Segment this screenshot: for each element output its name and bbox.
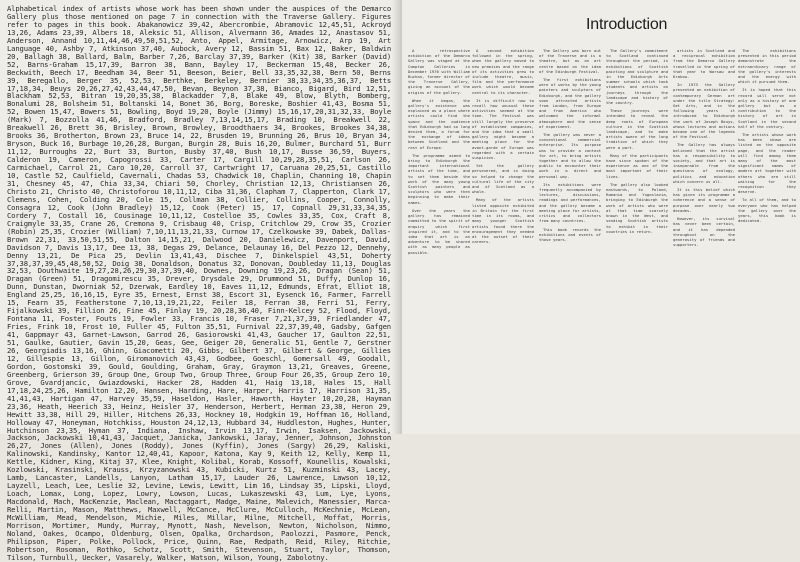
page-title: Introduction — [586, 16, 668, 33]
intro-column-6 — [738, 48, 796, 432]
intro-paragraph: These journeys were intended to reveal the deep roots of European culture in the Scottish landscape, and to make artists aware of the long tradition of which they were a part. — [606, 108, 668, 150]
intro-paragraph: The Gallery has always believed that the artist has a responsibility to society, and that art is inseparable from the questions of ecology, politics and education which concern us all. — [673, 142, 735, 184]
intro-paragraph: The gallery was never a conventional commercial enterprise. Its purpose was to provide a context for art, to bring artists together and to allow the public to encounter their work in a direct and personal way. — [539, 132, 601, 179]
intro-paragraph: The exhibitions presented in this period demonstrate the extraordinary range of the gallery's interests and the energy with which it pursued them. — [738, 48, 796, 85]
intro-column-5 — [673, 48, 735, 432]
intro-column-2 — [472, 48, 534, 432]
intro-paragraph: The artists whose work has been shown are listed on the opposite page, and the reader will find among them many of the most significant names of modern art together with others who are still waiting for the recognition they deserve. — [738, 132, 796, 195]
intro-column-3 — [539, 48, 601, 432]
intro-paragraph: However, its survival has never been certain, and it has depended throughout on the generosity of friends and supporters. — [673, 216, 735, 248]
intro-paragraph: Its exhibitions were frequently accompanied by lectures, discussions, readings and performances, and the gallery became a meeting place for artists, critics and collectors from many countries. — [539, 181, 601, 224]
intro-paragraph: A second exhibition followed in the spring, when the gallery moved to new premises and the range of its activities grew to include theatre, music, film and the performance work which would become central to its character. — [472, 48, 534, 95]
intro-paragraph: The programme aimed to bring to Edinburgh the important international artists of the time, and to set them beside the work of the many young Scottish painters and sculptors who were then beginning to make their names. — [408, 152, 470, 205]
intro-paragraph: In 1973 the Gallery presented an exhibition of contemporary German art under the title Strategy: Get Arts, and in the following years it introduced to Edinburgh the work of Joseph Beuys, whose lectures and actions became one of the legends of the Festival. — [673, 82, 735, 140]
intro-paragraph: To all of them, and to everyone who has helped the gallery over the years, this book is dedicated. — [738, 197, 796, 224]
intro-paragraph: The Gallery was born out of the Traverse and is a theatre, but as an art centre based on the idea of the Edinburgh Festival. — [539, 48, 601, 74]
intro-column-1 — [408, 48, 470, 432]
intro-paragraph: Over the years the gallery has remained committed to the spirit of enquiry which first inspired it, and to the idea that art is an adventure to be shared with as many people as possible. — [408, 207, 470, 255]
intro-paragraph: This book records the exhibitions and events of those years. — [539, 226, 601, 242]
intro-paragraph: The gallery also looked eastwards, to Poland, Romania and Yugoslavia, bringing to Edinburgh the work of artists who were at that time scarcely known in the West, and sending Scottish artists to exhibit in their countries in return. — [606, 181, 668, 234]
intro-column-4 — [606, 48, 668, 432]
intro-paragraph: It is hoped that this record will serve not only as a history of one gallery but as a contribution to the history of art in Scotland in the second half of the century. — [738, 87, 796, 129]
left-page — [0, 0, 398, 562]
intro-paragraph: A retrospective exhibition of the Demarco Gallery was staged at the Compton Galleries in December 1976 with William Buchan, former director of the Traverse Gallery, giving an account of the origins of the gallery. — [408, 48, 470, 95]
intro-paragraph: The first exhibitions were of works by the young painters and sculptors of Edinburgh, and the gallery soon attracted artists from London, from Europe and from America who welcomed the informal atmosphere and the sense of experiment. — [539, 77, 601, 129]
intro-paragraph: Many of the participants have since spoken of the experience as one of the most important of their lives. — [606, 152, 668, 179]
intro-paragraph: Many of the artists listed opposite exhibited in Britain for the first time in its rooms, and many younger Scottish artists found there the encouragement they needed at the outset of their careers. — [472, 197, 534, 245]
intro-paragraph: It is this belief which has given its programme a coherence and a sense of purpose over nearly two decades. — [673, 187, 735, 213]
intro-paragraph: It is difficult now to recall how unusual these activities seemed at the time. The Festival was still largely the preserve of established companies, and the idea that a small gallery might become a meeting place for the avant-garde of Europe was regarded with a certain suspicion. — [472, 97, 534, 161]
intro-paragraph: The Gallery's commitment to Scotland continued throughout the period, in exhibitions of Scottish painting and sculpture and in the Edinburgh Arts summer schools which took students and artists on journeys through the landscape and history of the country. — [606, 48, 668, 106]
intro-paragraph: artists in Scotland and a reciprocal exhibition from the Demarco Gallery travelled in the spring of that year to Warsaw and Krakow. — [673, 48, 735, 80]
artist-index-text: Alphabetical index of artists whose work has been shown under the auspices of the Demarco Gallery plus those mentioned on page 7 in connection with the Traverse Gallery. Figures refer to pages in this book. Abakanowicz 39,42, Abercrombie, Abramovic 12,45,51, Ackroyd 13,26, Adams 23,39, Albers 18, Aleksic 51, Allison, Alvermann 36, Amades 12, Anastasov 51, Anderson, Annand 10,11,44,46,49,50,51,52, Anto, Appel, Armitage, Arnowicz, Arp 19, Art Language 40, Ashby 7, Atkinson 37,40, Aubock, Avery 12, Bassim 51, Bax 12, Baker, Baldwin 20, Ballagh 38, Ballard, Balm, Barber 7,26, Barclay 37,39, Barker (Kit) 38, Barker (David) 52, Barns-Graham 15,17,39, Barron 38, Bann, Bayley 17, Beckerman 15,48, Becker 26, Beckwith, Beech 17, Beedham 34, Beer 51, Beeson, Beier, Bell 33,35,32,38, Bern 50, Berns 39, Beregallo, Berger 35, 52,53, Berthke, Berkeley, Bernier 38,33,34,35,36,37, Betts 17,18,34, Beuys 20,26,27,42,43,44,47,50, Bevan, Beynon 37,38, Bianco, Bigard, Bird 12,51, Blackham 52,53, Bitran 19,20,35,38, Blackadder 7,8, Blake 49, Blow, Blyth, Bomberg, Bonalumi 28, Bolsheim 51, Boltanski 14, Bonet 36, Borg, Boreske, Boshier 41,43, Bosma 51, 52, Bowen 15,47, Bowers 51, Bowling, Boyd 19,20, Boyle (Jimmy) 15,16,17,20,31,32,33, Boyle (Mark) 7, Bozzolla 41,46, Bradford, Bradley 7,13,14,15,17, Brading 10, Breakwell 22, Breakwell 26, Brett 36, Brisley, Brown, Browley, Broodthaers 34, Brookes, Brookes 34,38, Brooks 36, Brotherton, Brown 23, Bruce 14, 22, Brusden 19, Brunning 26, Brus 10, Bryan 34, Bryson, Buck 16, Burbage 10,26,28, Burgan, Burgin 28, Buis 16,20, Bulmer, Burchard 51, Burr 11,12, Burroughs 22, Burt 33, Burton, Busby 37,40, Bush 10,17, Busse 36,59, Buyers, Calderon 19, Cameron, Capogrossi 33, Carter 17, Cargill 10,29,28,35,51, Carlson 26, Carmichael, Carrol 21, Caro 10,20, Carroll 37, Cartwright 17, Caruana 20,25,51, Castillo 10, Castle 52, Caulfield, Cavernali, Chadas 53, Chadwick 10, Chaplin, Channing 10, Chapin 31, Chesney 45, 47, Chia 33,34, Chiari 50, Chorley, Christian 12,13, Christiansen 26, Christo 21, Christo 40, Christoforou 10,11,12, Ciba 31,36, Clapham 7, Clapperton, Clark 17, Clemens, Cohen, Colding 20, Cole 15, Collman 38, Collier, Collins, Cooper, Connolly, Consagra 12, Cook (John Bradley) 15,12, Cook (Peter) 15, 17, Copnall 29,31,33,34,35, Cordery 7, Costall 16, Cousinage 10,11,12, Costelloe 35, Cowles 33,35, Cox, Craft 8, Craigmyle 33,35, Crane 26, Cremona 9, Crisbaug 40, Crisp, Critchlow 29, Crow 35, Crozier (Robin) 25,35, Crozier (William) 7,10,11,13,21,33, Curnow 17, Czelkowske 39, Dabek, Dallas-Brown 22,31, 33,50,51,55, Dalton 14,15,21, Dalwood 20, Danielewicz, Davenport, David, Davidson 7, Davis 13,17, Dee 13, 38, Degas 29, Delance, Delaunay 16, Del Pezzo 12, Dennehy, Denny 13,21, De Pica 25, Devlin 13,41,43, Dischee 7, Dinkelspiel 43,51, Doherty 37,38,37,39,45,48,50,52, Doig 38, Donaldson, Donatus 32, Donovan, Doubleday 11,13, Douglas 32,53, Douthwaite 19,27,28,26,29,30,37,39,40, Downes, Downing 19,23,26, Dragan (Sean) 51, Dragan (Green) 51, Dragomirescu 35, Drever, Drysdale 29, Drummond 51, Duffy, Dunlop 16, Dunn, Dunstan, Dworniak 52, Dzerwak, Eardley 10, Eaves 11,12, Edmunds, Efrat, Elliot 18, England 25,25, 16,16,15, Eyre 35, Ernest, Ernst 38, Escort 31, Eysenck 16, Farmer, Farrell 15, Fearn 35, Featherstone 7,10,13,19,21,22, Feiler 18, Ferran 38, Ferri 51, Ferry, Fijalkowski 39, Fillion 26, Fine 45, Finlay 19, 20,28,36,40, Finn-Kelcey 52, Flood, Floyd, Fontana 11, Foster, Fouts 19, Fowler 33, Francis 10, Fraser 7,21,37,39, Friedlander 47, Fries, Frink 10, Frost 10, Fuller 45, Fulton 35,51, Furnival 22,37,39,40, Gadsby, Gafgen 41, Gappmayr 43, Garnet-Lawson, Garrod 26, Gasiorowski 41,43, Gaucher 17, Gaulton 22,51, 51, Gaulke, Gautier, Gavin 15,20, Geas, Gee, Geiger 20, Generalic 51, Gentle 7, Gerstner 26, Georgiadis 13,16, Ghinn, Giacometti 20, Gibbs, Gilbert 37, Gilbert & George, Gillies 12, Gillespie 13, Gillon, Giromanovich 43,43, Godbee, Goeschl, Gomersall 49, Goodall, Gordon, Gostomski 39, Gould, Goulding, Graham, Gray, Graymon 13,21, Greaves, Greene, Greenberg, Grierson 39, Group One, Group Two, Group Three, Group Four 26,35, Group Zero 10, Grove, Gvardjancic, Gwiazdowski, Hacker 28, Hadden 41, Haig 13,18, Hales 15, Hall 17,18,24,25,26, Hamilton 12,20, Hansen, Harding, Hare, Harper, Harris 17, Harrison 31,35, 41,41,43, Hartigan 47, Harvey 35,59, Haseldon, Hasler, Haworth, Hayter 10,20,28, Hayman 23,36, Heath, Heerich 33, Heinz, Heisler 37, Henderson, Herbert, Herman 23,38, Heron 29, Hewitt 33,38, Hill 29, Hiller, Hitchens 26,33, Hockney 10, Hodgkin 19, Hoffman 16, Holland, Holloway 47, Honeyman, Hotchkiss, Houston 24,12,13, Hubbard 34, Huddleston, Hughes, Hunter, Hutchinson 23,35, Hyman 37, Indiana, Inshaw, Irvin 13,17, Irwin, Isaksen, Jackowski, Jackson, Jackowski 10,41,43, Jacquet, Janicka, Jankowski, Jaray, Jenner, Johnson, Johnston 26,27, Jones (Allen), Jones (Roddy), Jones (Kyffin), Jones (Sargy) 26,29, Kaliski, Kalinowski, Kandinsky, Kantor 12,40,41, Kapoor, Katona, Kay 9, Keith 12, Kelly, Kemp 11, Kettle, Kidner, King, Kitaj 37, Klee, Knight, Kolibal, Korab, Kossoff, Kounellis, Kowalski, Kozlowski, Krasinski, Krauss, Krzyzanowski 43, Kubicki, Kurtz 51, Kuzminski 43, Lacey, Lamb, Lancaster, Landells, Lanyon, Latham 15,17, Lauder 26, Lawrence, Lawson 10,12, Layzell, Leach, Lee, Leslie 32, Levine, Lewis, Lewitt, Lim 16, Lindsay 35, Lipski, Lloyd, Loach, Lomax, Long, Lopez, Lowry, Lowson, Lucas, Lukaszewski 43, Lum, Lye, Lyons, Macdonald, Mach, MacKenzie, Maclean, Mactaggart, Madge, Maine, Malevich, Manessier, Marca-Relli, Martin, Mason, Matthews, Maxwell, McCance, McClure, McCulloch, McKechnie, McLean, McWilliam, Mead, Mendelson, Michie, Miles, Millar, Milne, Mitchell, Moffat, Morris, Morrison, Mortimer, Mundy, Murray, Mynott, Nash, Nevelson, Newton, Nicholson, Nimmo, Noland, Oakes, Ocampo, Oldenburg, Olsen, Opalka, Orchardson, Paolozzi, Pasmore, Penck, Philipson, Piper, Polke, Pollock, Price, Quinn, Rae, Redpath, Reid, Riley, Ritchie, Robertson, Rosoman, Rothko, Schotz, Scott, Smith, Stevenson, Stuart, Taylor, Thomson, Tilson, Turnbull, Uecker, Vasarely, Walker, Watson, Wilson, Young, Zabolotny. — [7, 4, 391, 562]
intro-paragraph: Yet the gallery persevered, and in doing so helped to change the cultural life of the city and of Scotland as a whole. — [472, 163, 534, 195]
intro-paragraph: When it began, the gallery's existence was explained as a place where artists could find the space and the audience that Edinburgh had so long denied them, a forum for the exchange of ideas between Scotland and the rest of Europe. — [408, 97, 470, 150]
